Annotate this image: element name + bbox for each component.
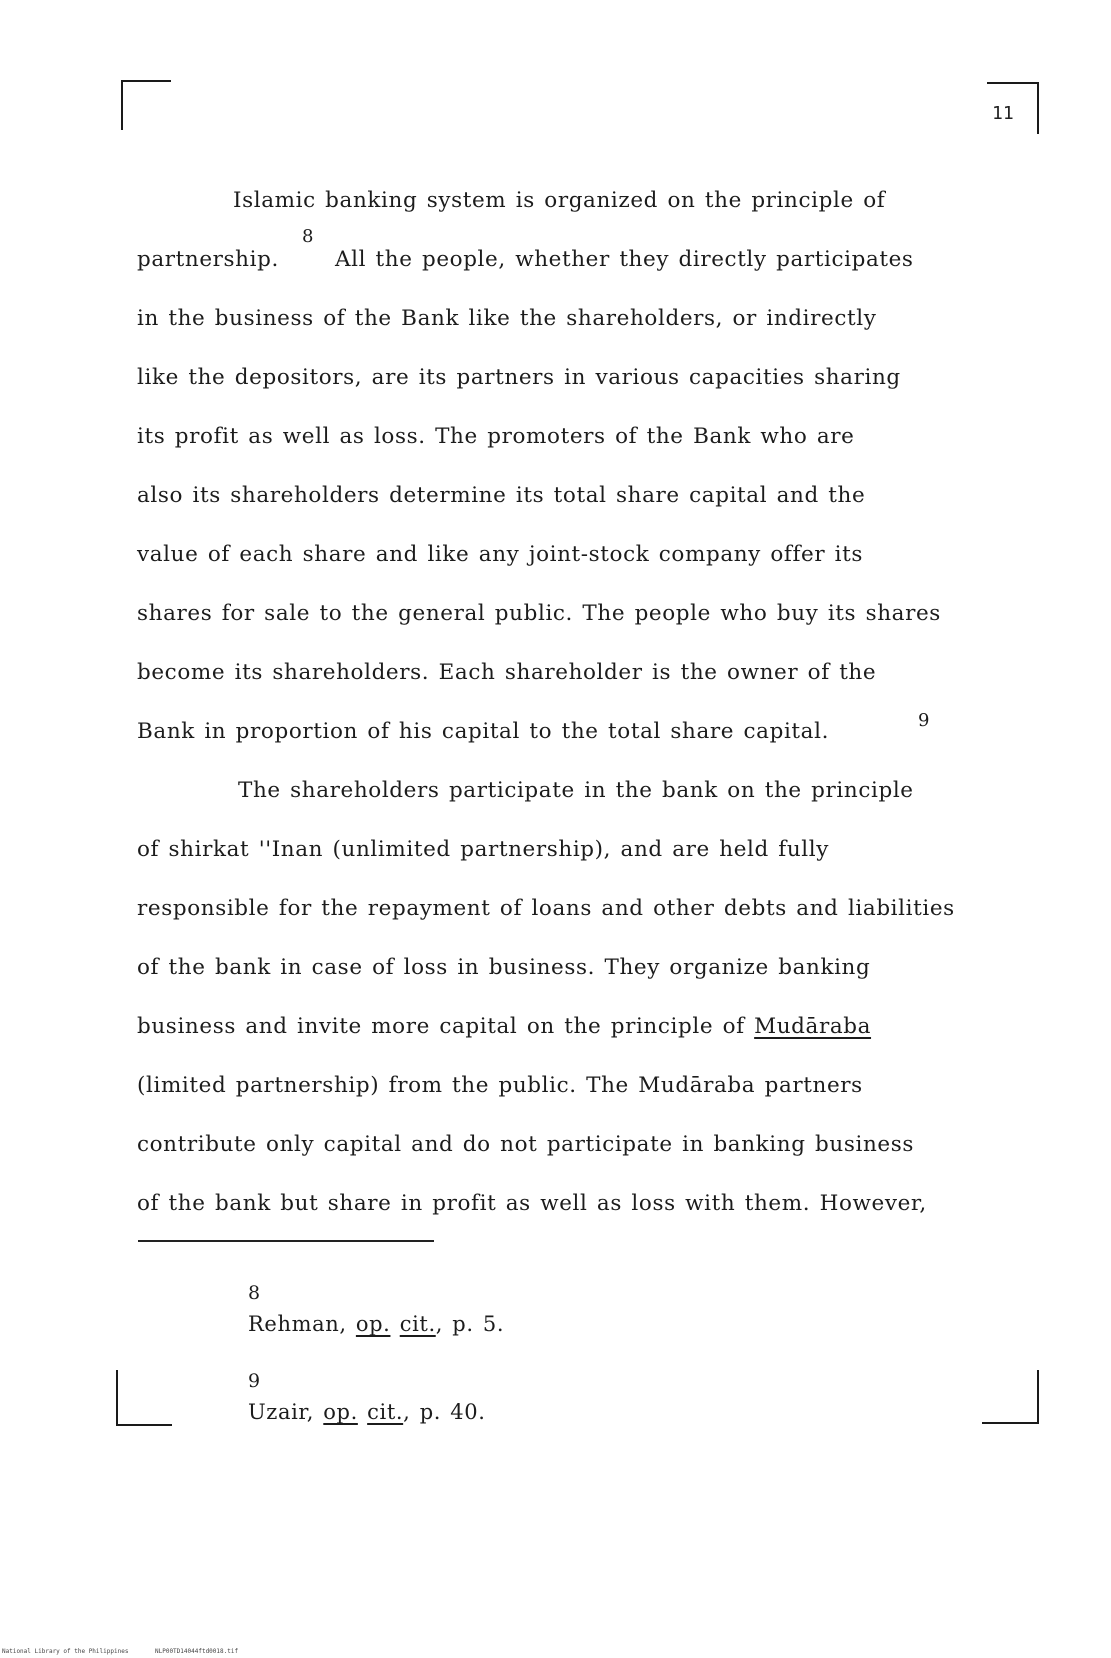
body-line: contribute only capital and do not participate in banking business: [137, 1132, 914, 1157]
body-line: like the depositors, are its partners in various capacities sharing: [137, 365, 901, 390]
body-line: Islamic banking system is organized on the principle of: [233, 188, 886, 213]
body-line: The shareholders participate in the bank on the principle: [238, 778, 914, 803]
body-text: business and invite more capital on the principle of: [137, 1014, 745, 1039]
crop-mark-bottom-right-horizontal: [982, 1422, 1039, 1424]
footnote-ref-8: 8: [302, 226, 314, 247]
body-line: in the business of the Bank like the shareholders, or indirectly: [137, 306, 877, 331]
body-line: also its shareholders determine its total share capital and the: [137, 483, 866, 508]
footnote-op: op.: [323, 1400, 358, 1424]
body-line: shares for sale to the general public. The people who buy its shares: [137, 601, 941, 626]
body-line: of the bank in case of loss in business. They organize banking: [137, 955, 871, 980]
footer-file-id: NLP00TD14044ftd0018.tif: [155, 1648, 239, 1655]
footnote-number: 9: [248, 1370, 261, 1392]
footnote-cit: cit.: [367, 1400, 404, 1424]
body-line: of shirkat ''Inan (unlimited partnership), and are held fully: [137, 837, 829, 862]
body-line: (limited partnership) from the public. The Mudāraba partners: [137, 1073, 863, 1098]
crop-mark-bottom-left-vertical: [116, 1370, 118, 1426]
footnote-author: Rehman,: [248, 1312, 347, 1336]
footnote-text: [248, 1312, 504, 1336]
footnote-number: 8: [248, 1282, 261, 1304]
crop-mark-top-right-vertical: [1037, 82, 1039, 134]
body-line: responsible for the repayment of loans and other debts and liabilities: [137, 896, 955, 921]
page-number: 11: [992, 103, 1014, 124]
crop-mark-bottom-right-vertical: [1037, 1370, 1039, 1424]
body-line: its profit as well as loss. The promoters of the Bank who are: [137, 424, 855, 449]
footnote-separator: [138, 1240, 434, 1242]
body-line: become its shareholders. Each shareholder is the owner of the: [137, 660, 877, 685]
crop-mark-top-right-horizontal: [987, 82, 1039, 84]
body-line: All the people, whether they directly participates: [335, 247, 914, 272]
footnote-page: , p. 40.: [403, 1400, 486, 1424]
footnote-author: Uzair,: [248, 1400, 315, 1424]
term-mudaraba: Mudāraba: [754, 1014, 872, 1039]
footnote-ref-9: 9: [918, 710, 930, 731]
crop-mark-top-left-horizontal: [121, 80, 171, 82]
body-line: [137, 1014, 871, 1039]
footnote-page: , p. 5.: [435, 1312, 505, 1336]
footnote-op: op.: [355, 1312, 391, 1336]
crop-mark-top-left-vertical: [121, 80, 123, 130]
body-line: of the bank but share in profit as well as loss with them. However,: [137, 1191, 927, 1216]
crop-mark-bottom-left-horizontal: [116, 1424, 172, 1426]
footnote-cit: cit.: [399, 1312, 436, 1336]
body-line: partnership.: [137, 247, 279, 272]
body-line: value of each share and like any joint-stock company offer its: [137, 542, 864, 567]
footnote-text: [248, 1400, 485, 1424]
body-line: Bank in proportion of his capital to the total share capital.: [137, 719, 830, 744]
footer-library: National Library of the Philippines: [2, 1648, 129, 1655]
